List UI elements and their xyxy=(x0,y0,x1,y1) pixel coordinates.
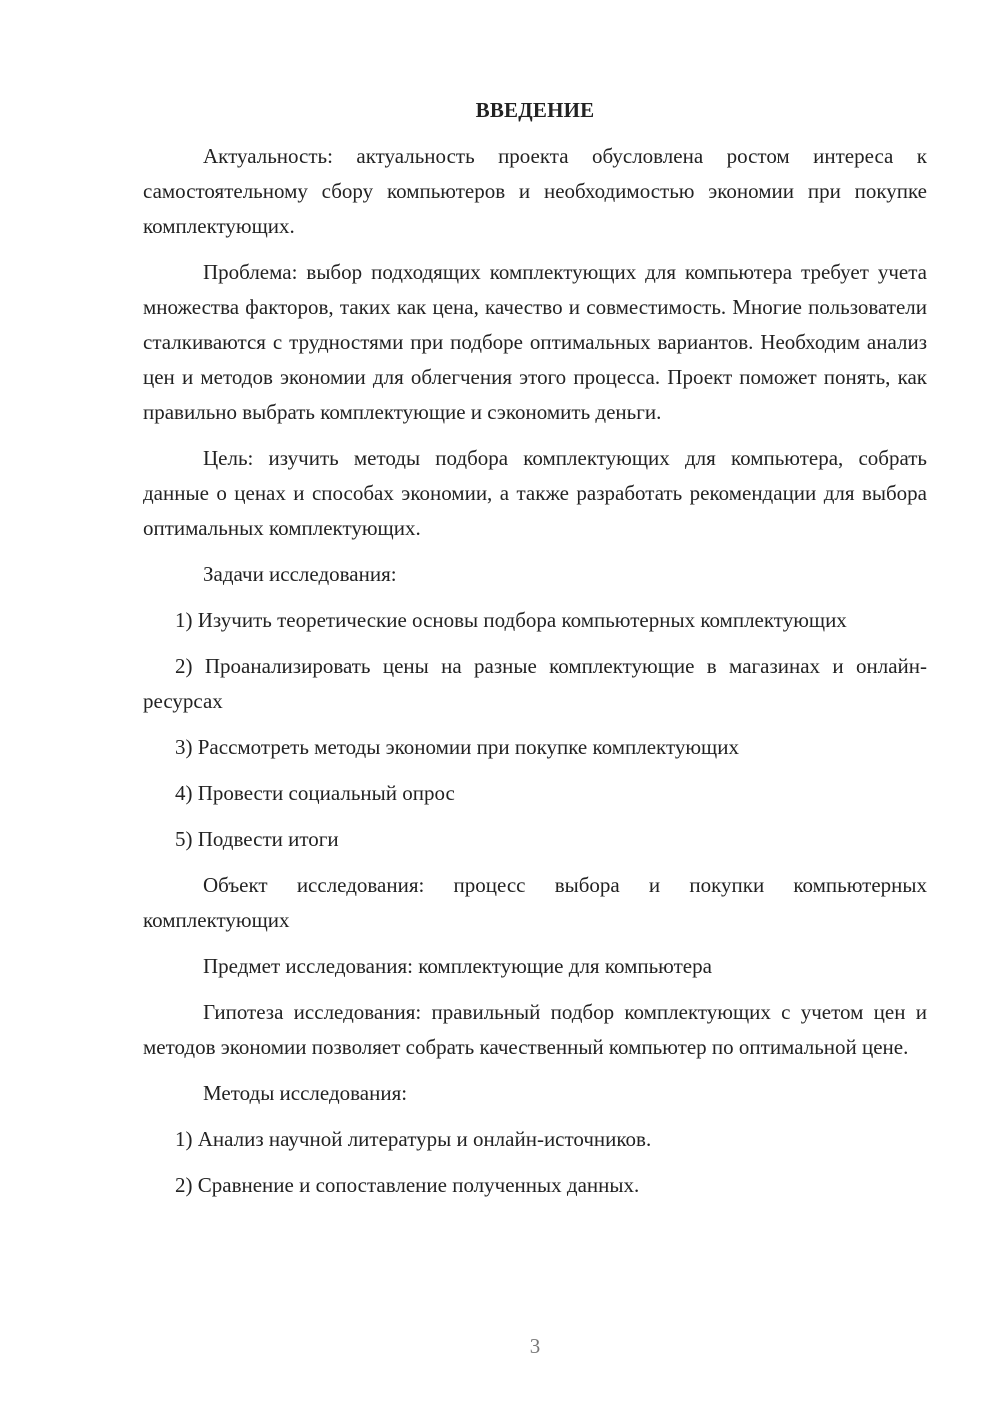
page-number: 3 xyxy=(529,1334,541,1358)
task-item-2: 2) Проанализировать цены на разные комплектующие в магазинах и онлайн-ресурсах xyxy=(143,654,927,713)
task-item-1: 1) Изучить теоретические основы подбора компьютерных комплектующих xyxy=(175,608,847,632)
method-item-1: 1) Анализ научной литературы и онлайн-источников. xyxy=(175,1127,652,1151)
relevance-paragraph: Актуальность: актуальность проекта обусловлена ростом интереса к самостоятельному сбору компьютеров и необходимостью экономии при покупке комплектующих. xyxy=(143,144,927,238)
task-item-5: 5) Подвести итоги xyxy=(175,827,339,851)
task-item-3: 3) Рассмотреть методы экономии при покупке комплектующих xyxy=(175,735,739,759)
problem-paragraph: Проблема: выбор подходящих комплектующих для компьютера требует учета множества факторов, таких как цена, качество и совместимость. Многие пользователи сталкиваются с трудностями при подборе оптимальных вариантов. Необходим анализ цен и методов экономии для облегчения этого процесса. Проект поможет понять, как правильно выбрать комплектующие и сэкономить деньги. xyxy=(143,260,927,424)
page-content xyxy=(143,95,927,1214)
tasks-heading: Задачи исследования: xyxy=(203,562,397,586)
section-title: ВВЕДЕНИЕ xyxy=(475,98,595,122)
methods-heading: Методы исследования: xyxy=(203,1081,408,1105)
goal-paragraph: Цель: изучить методы подбора комплектующих для компьютера, собрать данные о ценах и способах экономии, а также разработать рекомендации для выбора оптимальных комплектующих. xyxy=(143,446,927,540)
hypothesis-paragraph: Гипотеза исследования: правильный подбор комплектующих с учетом цен и методов экономии позволяет собрать качественный компьютер по оптимальной цене. xyxy=(143,1000,927,1059)
subject-paragraph: Предмет исследования: комплектующие для компьютера xyxy=(203,954,712,978)
object-paragraph: Объект исследования: процесс выбора и покупки компьютерных комплектующих xyxy=(143,873,927,932)
method-item-2: 2) Сравнение и сопоставление полученных данных. xyxy=(175,1173,640,1197)
task-item-4: 4) Провести социальный опрос xyxy=(175,781,455,805)
